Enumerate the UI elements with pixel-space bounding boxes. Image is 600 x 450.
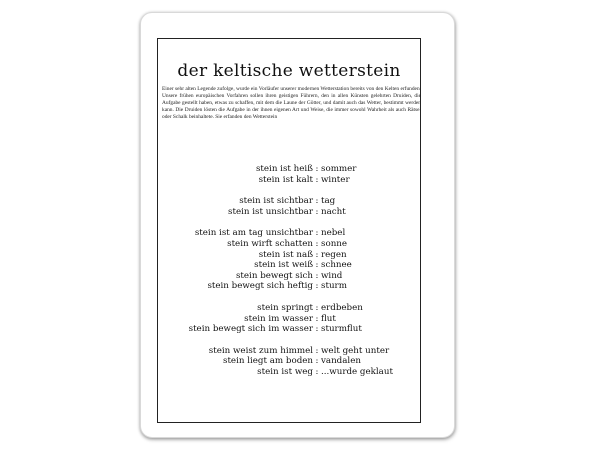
result-text: vandalen [321,356,361,367]
result-text: sturmflut [321,324,362,335]
condition-row [158,356,420,367]
condition-text: stein ist weiß [254,260,313,271]
condition-row [158,346,420,357]
result-text: nebel [321,228,346,239]
condition-text: stein ist sichtbar [239,196,313,207]
condition-text: stein wirft schatten [227,238,313,249]
condition-row [158,303,420,314]
condition-row [158,367,420,378]
result-text: nacht [321,206,346,217]
condition-row [158,314,420,325]
condition-text: stein ist heiß [255,164,313,174]
condition-group [158,346,420,378]
separator-colon: : [315,345,319,356]
separator-colon: : [315,302,319,313]
condition-text: stein ist am tag unsichtbar [194,228,313,239]
condition-text: stein liegt am boden [222,356,313,367]
result-text: ...wurde geklaut [321,366,393,377]
condition-row [158,281,420,292]
weather-stone-card [140,12,455,438]
result-text: welt geht unter [321,345,390,356]
condition-text: stein ist weg [257,366,313,377]
condition-text: stein weist zum himmel [208,345,313,356]
condition-row [158,250,420,261]
condition-text: stein bewegt sich [235,270,313,281]
separator-colon: : [315,196,319,207]
result-text: tag [321,196,336,207]
condition-text: stein ist kalt [258,174,313,185]
intro-paragraph: Einer sehr alten Legende zufolge, wurde ein Vorläufer unserer modernen Wetterstation bereits von den Kelten erfunden. Unsere frühen europäischen Vorfahren sollen ihren geistigen Führern, den in allen Künsten gelehrten Druiden, die Aufgabe gestellt haben, etwas zu schaffen, mit dem die Laune der Götter, und damit auch das Wetter, bestimmt werden kann. Die Druiden lösten die Aufgabe in der ihnen eigenen Art und Weise, die immer sowohl Wahrheit als auch Rätsel oder Schalk beinhaltete. Sie erfanden den Wetterstein [162,86,421,120]
result-text: erdbeben [321,302,363,313]
condition-row [158,260,420,271]
separator-colon: : [315,206,319,217]
condition-text: stein springt [257,302,313,313]
condition-row [158,164,420,175]
separator-colon: : [315,164,319,174]
result-text: winter [321,174,350,185]
separator-colon: : [315,366,319,377]
condition-group [158,164,420,185]
poster-frame [157,38,421,423]
condition-row [158,239,420,250]
condition-list [158,164,420,389]
result-text: sonne [321,238,348,249]
condition-text: stein bewegt sich im wasser [188,324,313,335]
poster-title: der keltische wetterstein [177,61,401,81]
condition-group [158,228,420,292]
condition-group [158,303,420,335]
separator-colon: : [315,313,319,324]
result-text: regen [321,249,347,260]
result-text: schnee [321,260,352,271]
condition-text: stein bewegt sich heftig [207,281,313,292]
result-text: wind [321,270,343,281]
separator-colon: : [315,270,319,281]
separator-colon: : [315,324,319,335]
separator-colon: : [315,228,319,239]
condition-text: stein ist unsichtbar [228,206,313,217]
condition-row [158,271,420,282]
condition-row [158,228,420,239]
result-text: flut [321,313,336,324]
condition-row [158,175,420,186]
result-text: sturm [321,281,347,292]
separator-colon: : [315,281,319,292]
separator-colon: : [315,249,319,260]
condition-row [158,324,420,335]
condition-text: stein im wasser [244,313,313,324]
condition-row [158,196,420,207]
separator-colon: : [315,238,319,249]
condition-group [158,196,420,217]
separator-colon: : [315,174,319,185]
separator-colon: : [315,260,319,271]
condition-text: stein ist naß [258,249,313,260]
condition-row [158,207,420,218]
separator-colon: : [315,356,319,367]
result-text: sommer [321,164,357,174]
